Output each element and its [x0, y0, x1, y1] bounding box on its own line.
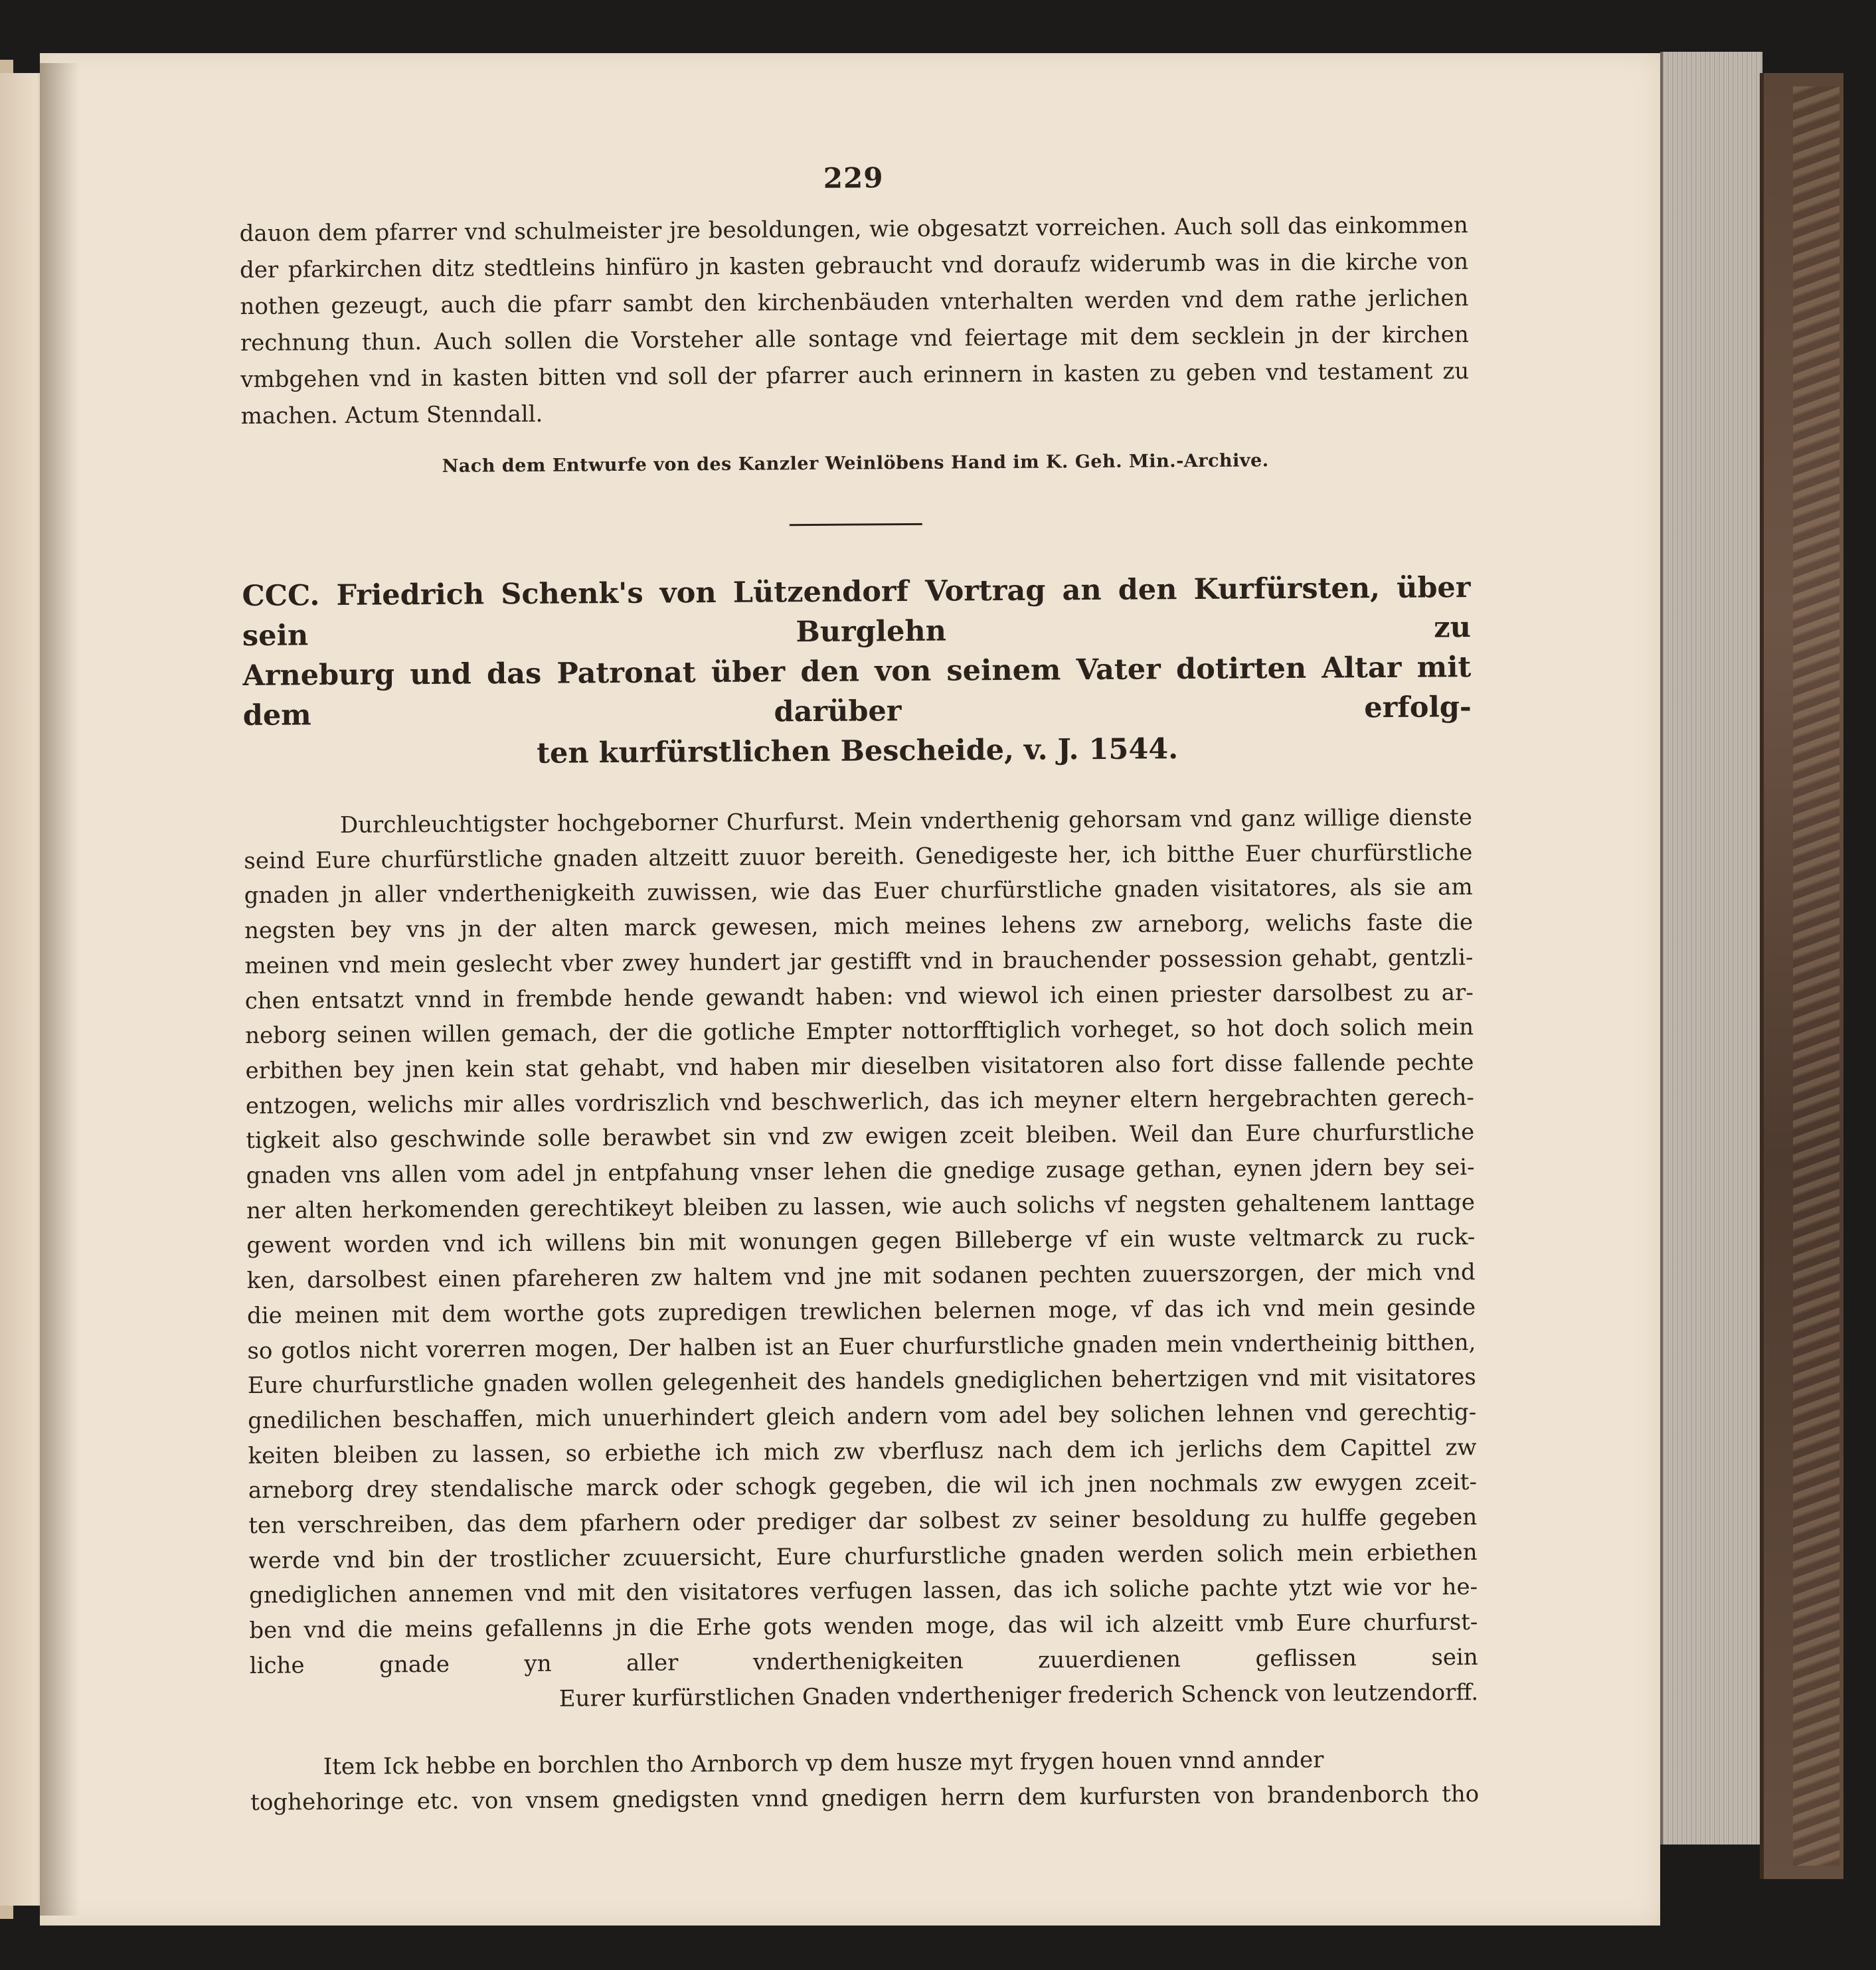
heading-line: ten kurfürstlichen Bescheide, v. J. 1544.: [537, 732, 1179, 770]
source-note: Nach dem Entwurfe von des Kanzler Weinlöbens Hand im K. Geh. Min.-Archive.: [442, 450, 1269, 477]
letter-line: Eure churfurstliche gnaden wollen gelegenheit des handels gnediglichen behertzigen vnd mit visitatores: [247, 1364, 1476, 1400]
letter-line: tigkeit also geschwinde solle berawbet sin vnd zw ewigen zceit bleiben. Weil dan Eure churfurstliche: [246, 1119, 1475, 1155]
letter-line: Durchleuchtigster hochgeborner Churfurst. Mein vnderthenig gehorsam vnd ganz willige dienste: [339, 804, 1473, 839]
letter-line: ten verschreiben, das dem pfarhern oder prediger dar solbest zv seiner besoldung zu hulffe gegeben: [248, 1504, 1478, 1540]
letter-line: gnaden vns allen vom adel jn entpfahung vnser lehen die gnedige zusage gethan, eynen jdern bey sei-: [246, 1154, 1475, 1189]
page-fore-edge: [1660, 52, 1762, 1845]
closing-paragraph: [250, 1742, 1480, 1821]
letter-line: seind Eure churfürstliche gnaden altzeitt zuuor bereith. Genedigeste her, ich bitthe Euer churfürstliche: [244, 839, 1473, 874]
letter-line: gnaden jn aller vnderthenigkeith zuwissen, wie das Euer churfürstliche gnaden visitatores, als sie am: [244, 874, 1473, 910]
letter-line: die meinen mit dem worthe gots zupredigen trewlichen belernen moge, vf das ich vnd mein gesinde: [246, 1293, 1476, 1329]
letter-line: ben vnd die meins gefallenns jn die Erhe gots wenden moge, das wil ich alzeitt vmb Eure churfurst-: [249, 1609, 1478, 1645]
page-content: [239, 157, 1479, 1821]
letter-body: [244, 800, 1478, 1683]
closing-line: Item Ick hebbe en borchlen tho Arnborch vp dem husze myt frygen houen vnnd annder: [323, 1746, 1324, 1781]
letter-line: ner alten herkomenden gerechtikeyt bleiben zu lassen, wie auch solichs vf negsten gehaltenem lanttage: [246, 1189, 1476, 1224]
closing-line: toghehoringe etc. von vnsem gnedigsten vnnd gnedigen herrn dem kurfursten von brandenborch tho: [250, 1781, 1480, 1817]
letter-line: negsten bey vns jn der alten marck gewesen, mich meines lehens zw arneborg, welichs faste die: [244, 909, 1474, 945]
letter-line: arneborg drey stendalische marck oder schogk gegeben, die wil ich jnen nochmals zw ewygen zceit-: [248, 1469, 1478, 1505]
heading-line: Arneburg und das Patronat über den von seinem Vater dotirten Altar mit dem darüber erfolg-: [242, 651, 1472, 732]
letter-line: erbithen bey jnen kein stat gehabt, vnd haben mir dieselben visitatoren also fort disse fallende pechte: [245, 1048, 1474, 1084]
section-heading: [242, 568, 1472, 776]
letter-line: chen entsatzt vnnd in frembde hende gewandt haben: vnd wiewol ich einen priester darsolbest zu ar-: [244, 979, 1474, 1015]
section-divider: [790, 523, 922, 526]
intro-paragraph: dauon dem pfarrer vnd schulmeister jre besoldungen, wie obgesatzt vorreichen. Auch soll das einkommen der pfarkirchen ditz stedtleins hinfüro jn kasten gebraucht vnd doraufz widerumb was in die kirche von nothen gezeugt, auch die pfarr sambt den kirchenbäuden vnterhalten werden vnd dem rathe jerlichen rechnung thun. Auch sollen die Vorsteher alle sontage vnd feiertage mit dem secklein jn der kirchen vmbgehen vnd in kasten bitten vnd soll der pfarrer auch erinnern in kasten zu geben vnd testament zu machen. Actum Stenndall.: [239, 212, 1470, 430]
cover-marbling: [1793, 86, 1839, 1866]
letter-line: gewent worden vnd ich willens bin mit wonungen gegen Billeberge vf ein wuste veltmarck zu ruck-: [246, 1224, 1476, 1260]
letter-line: ken, darsolbest einen pfareheren zw haltem vnd jne mit sodanen pechten zuuerszorgen, der mich vnd: [246, 1259, 1476, 1295]
letter-line: so gotlos nicht vorerren mogen, Der halben ist an Euer churfurstliche gnaden mein vndertheinig bitthen,: [247, 1329, 1476, 1364]
letter-line: neborg seinen willen gemach, der die gotliche Empter nottorfftiglich vorheget, so hot doch solich mein: [245, 1014, 1474, 1050]
letter-line: liche gnade yn aller vnderthenigkeiten zuuerdienen geflissen sein: [249, 1643, 1478, 1679]
letter-line: entzogen, welichs mir alles vordriszlich vnd beschwerlich, das ich meyner eltern hergebrachten gerech-: [245, 1084, 1474, 1119]
heading-line: CCC. Friedrich Schenk's von Lützendorf Vortrag an den Kurfürsten, über sein Burglehn zu: [242, 571, 1472, 653]
letter-line: keiten bleiben zu lassen, so erbiethe ich mich zw vberflusz nach dem ich jerlichs dem Capittel zw: [248, 1434, 1477, 1469]
letter-line: gnediglichen annemen vnd mit den visitatores verfugen lassen, das ich soliche pachte ytzt wie vor he-: [248, 1574, 1478, 1609]
page-number: 229: [823, 161, 884, 195]
letter-signature: Eurer kurfürstlichen Gnaden vndertheniger frederich Schenck von leutzendorff.: [558, 1679, 1479, 1712]
letter-line: meinen vnd mein geslecht vber zwey hundert jar gestifft vnd in brauchender possession gehabt, gentzli-: [244, 944, 1474, 979]
letter-line: gnedilichen beschaffen, mich unuerhindert gleich andern vom adel bey solichen lehnen vnd gerechtig-: [248, 1398, 1477, 1434]
letter-line: werde vnd bin der trostlicher zcuuersicht, Eure churfurstliche gnaden werden solich mein erbiethen: [248, 1538, 1478, 1574]
gutter-shadow: [40, 63, 80, 1916]
